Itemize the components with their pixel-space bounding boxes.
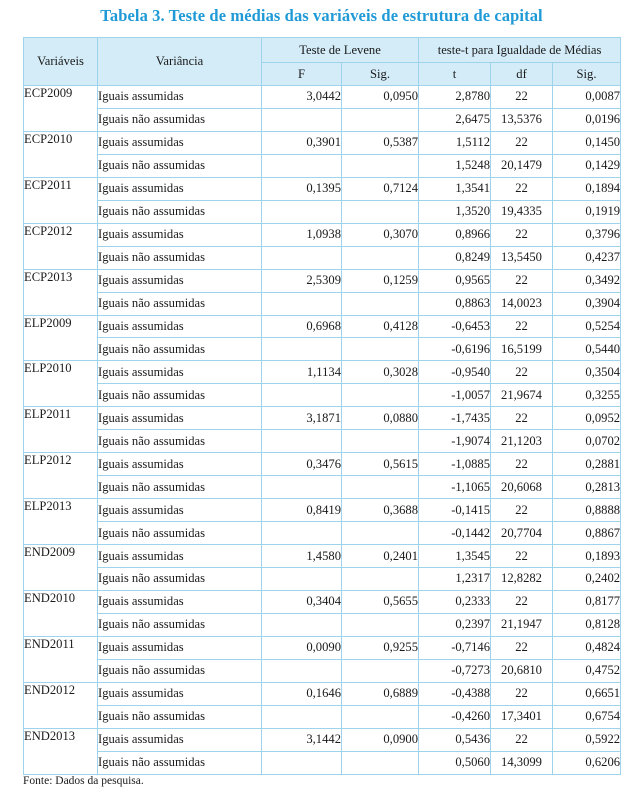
levene-sig: [342, 200, 419, 223]
t-value: 2,8780: [419, 86, 491, 109]
variable-name: END2011: [24, 636, 98, 682]
levene-sig: 0,7124: [342, 177, 419, 200]
levene-f: 3,0442: [262, 86, 342, 109]
t-sig: 0,5254: [553, 315, 621, 338]
variance-label: Iguais assumidas: [98, 315, 262, 338]
variance-label: Iguais assumidas: [98, 682, 262, 705]
levene-f: [262, 292, 342, 315]
t-value: 1,3541: [419, 177, 491, 200]
table-row: [24, 751, 621, 774]
levene-sig: [342, 522, 419, 545]
t-value: -0,9540: [419, 361, 491, 384]
levene-sig: 0,0900: [342, 728, 419, 751]
levene-f: 0,8419: [262, 499, 342, 522]
levene-sig: 0,1259: [342, 269, 419, 292]
header-sig-ttest: Sig.: [553, 63, 621, 86]
table-row: [24, 246, 621, 269]
levene-sig: [342, 246, 419, 269]
t-sig: 0,8177: [553, 590, 621, 613]
levene-f: 1,1134: [262, 361, 342, 384]
variance-label: Iguais não assumidas: [98, 430, 262, 453]
table-row: [24, 430, 621, 453]
t-sig: 0,1450: [553, 131, 621, 154]
df-value: 21,1947: [491, 613, 553, 636]
table-row: [24, 545, 621, 568]
t-sig: 0,6206: [553, 751, 621, 774]
table-header: [24, 38, 621, 86]
levene-sig: [342, 430, 419, 453]
variance-label: Iguais não assumidas: [98, 613, 262, 636]
df-value: 22: [491, 682, 553, 705]
levene-f: [262, 430, 342, 453]
variable-name: END2012: [24, 682, 98, 728]
variance-label: Iguais assumidas: [98, 177, 262, 200]
table-row: [24, 200, 621, 223]
t-sig: 0,4752: [553, 659, 621, 682]
levene-sig: 0,0880: [342, 407, 419, 430]
table-title: Tabela 3. Teste de médias das variáveis de estrutura de capital: [100, 6, 543, 25]
variable-name: ELP2013: [24, 499, 98, 545]
variance-label: Iguais não assumidas: [98, 659, 262, 682]
df-value: 14,0023: [491, 292, 553, 315]
variance-label: Iguais não assumidas: [98, 522, 262, 545]
table-row: [24, 453, 621, 476]
df-value: 22: [491, 590, 553, 613]
variance-label: Iguais assumidas: [98, 361, 262, 384]
variable-name: ELP2011: [24, 407, 98, 453]
t-value: -1,0057: [419, 384, 491, 407]
levene-sig: [342, 705, 419, 728]
df-value: 22: [491, 315, 553, 338]
levene-f: [262, 705, 342, 728]
t-value: -1,0885: [419, 453, 491, 476]
variance-label: Iguais não assumidas: [98, 292, 262, 315]
levene-sig: 0,0950: [342, 86, 419, 109]
t-value: -1,7435: [419, 407, 491, 430]
header-t: t: [419, 63, 491, 86]
df-value: 21,9674: [491, 384, 553, 407]
t-value: 0,2397: [419, 613, 491, 636]
t-sig: 0,5922: [553, 728, 621, 751]
table-row: [24, 384, 621, 407]
results-table: [23, 37, 621, 775]
table-row: [24, 131, 621, 154]
table-row: [24, 499, 621, 522]
t-sig: 0,1893: [553, 545, 621, 568]
df-value: 22: [491, 636, 553, 659]
t-sig: 0,0702: [553, 430, 621, 453]
variance-label: Iguais assumidas: [98, 636, 262, 659]
variance-label: Iguais não assumidas: [98, 154, 262, 177]
df-value: 22: [491, 269, 553, 292]
df-value: 16,5199: [491, 338, 553, 361]
df-value: 12,8282: [491, 568, 553, 591]
levene-f: [262, 568, 342, 591]
variance-label: Iguais não assumidas: [98, 476, 262, 499]
table-row: [24, 568, 621, 591]
levene-f: 2,5309: [262, 269, 342, 292]
t-sig: 0,3504: [553, 361, 621, 384]
t-value: 0,9565: [419, 269, 491, 292]
levene-sig: 0,9255: [342, 636, 419, 659]
levene-f: [262, 108, 342, 131]
t-value: -0,4260: [419, 705, 491, 728]
df-value: 22: [491, 728, 553, 751]
levene-f: 0,1646: [262, 682, 342, 705]
variance-label: Iguais assumidas: [98, 545, 262, 568]
header-variancia: Variância: [98, 38, 262, 86]
t-value: 0,5060: [419, 751, 491, 774]
variance-label: Iguais assumidas: [98, 407, 262, 430]
table-row: [24, 315, 621, 338]
header-ttest: teste-t para Igualdade de Médias: [419, 38, 621, 63]
levene-f: [262, 338, 342, 361]
levene-f: [262, 200, 342, 223]
levene-sig: 0,5387: [342, 131, 419, 154]
t-sig: 0,1429: [553, 154, 621, 177]
table-row: [24, 361, 621, 384]
df-value: 13,5450: [491, 246, 553, 269]
levene-sig: 0,5655: [342, 590, 419, 613]
df-value: 22: [491, 361, 553, 384]
table-body: [24, 86, 621, 775]
variable-name: ELP2010: [24, 361, 98, 407]
df-value: 22: [491, 453, 553, 476]
t-sig: 0,1894: [553, 177, 621, 200]
df-value: 13,5376: [491, 108, 553, 131]
t-sig: 0,3796: [553, 223, 621, 246]
df-value: 22: [491, 407, 553, 430]
df-value: 22: [491, 223, 553, 246]
table-row: [24, 292, 621, 315]
t-sig: 0,3492: [553, 269, 621, 292]
variance-label: Iguais não assumidas: [98, 246, 262, 269]
t-sig: 0,3904: [553, 292, 621, 315]
levene-f: 1,4580: [262, 545, 342, 568]
variance-label: Iguais não assumidas: [98, 751, 262, 774]
t-sig: 0,8867: [553, 522, 621, 545]
levene-f: [262, 522, 342, 545]
t-sig: 0,8128: [553, 613, 621, 636]
table-row: [24, 86, 621, 109]
t-sig: 0,8888: [553, 499, 621, 522]
df-value: 19,4335: [491, 200, 553, 223]
header-variaveis: Variáveis: [24, 38, 98, 86]
levene-f: [262, 613, 342, 636]
levene-f: 0,6968: [262, 315, 342, 338]
levene-f: 0,0090: [262, 636, 342, 659]
t-sig: 0,3255: [553, 384, 621, 407]
levene-f: [262, 476, 342, 499]
t-sig: 0,2813: [553, 476, 621, 499]
levene-sig: [342, 613, 419, 636]
t-value: -0,6196: [419, 338, 491, 361]
t-value: 0,8249: [419, 246, 491, 269]
variable-name: ECP2012: [24, 223, 98, 269]
df-value: 21,1203: [491, 430, 553, 453]
table-row: [24, 636, 621, 659]
table-row: [24, 223, 621, 246]
t-value: -1,1065: [419, 476, 491, 499]
levene-sig: [342, 108, 419, 131]
variance-label: Iguais assumidas: [98, 86, 262, 109]
levene-sig: [342, 384, 419, 407]
variance-label: Iguais assumidas: [98, 223, 262, 246]
table-row: [24, 659, 621, 682]
variable-name: END2013: [24, 728, 98, 774]
df-value: 22: [491, 86, 553, 109]
header-levene: Teste de Levene: [262, 38, 419, 63]
table-row: [24, 613, 621, 636]
t-value: 0,2333: [419, 590, 491, 613]
variance-label: Iguais assumidas: [98, 131, 262, 154]
df-value: 22: [491, 131, 553, 154]
variance-label: Iguais assumidas: [98, 269, 262, 292]
variance-label: Iguais não assumidas: [98, 200, 262, 223]
levene-sig: 0,3688: [342, 499, 419, 522]
variable-name: ECP2011: [24, 177, 98, 223]
t-sig: 0,4237: [553, 246, 621, 269]
table-row: [24, 407, 621, 430]
variable-name: END2009: [24, 545, 98, 591]
t-sig: 0,6754: [553, 705, 621, 728]
levene-sig: [342, 476, 419, 499]
df-value: 22: [491, 177, 553, 200]
t-value: 1,5248: [419, 154, 491, 177]
t-value: -0,1415: [419, 499, 491, 522]
header-f: F: [262, 63, 342, 86]
t-value: 1,5112: [419, 131, 491, 154]
df-value: 22: [491, 545, 553, 568]
levene-sig: 0,5615: [342, 453, 419, 476]
levene-sig: 0,2401: [342, 545, 419, 568]
levene-f: 0,1395: [262, 177, 342, 200]
t-sig: 0,0087: [553, 86, 621, 109]
levene-sig: 0,3070: [342, 223, 419, 246]
levene-sig: 0,3028: [342, 361, 419, 384]
levene-f: [262, 154, 342, 177]
levene-sig: 0,4128: [342, 315, 419, 338]
table-row: [24, 476, 621, 499]
table-row: [24, 522, 621, 545]
variance-label: Iguais não assumidas: [98, 384, 262, 407]
variable-name: ECP2009: [24, 86, 98, 132]
table-row: [24, 728, 621, 751]
t-value: 0,8966: [419, 223, 491, 246]
t-sig: 0,0952: [553, 407, 621, 430]
df-value: 20,1479: [491, 154, 553, 177]
levene-sig: [342, 338, 419, 361]
t-value: -0,4388: [419, 682, 491, 705]
header-df: df: [491, 63, 553, 86]
table-row: [24, 269, 621, 292]
levene-sig: 0,6889: [342, 682, 419, 705]
variance-label: Iguais não assumidas: [98, 568, 262, 591]
variance-label: Iguais não assumidas: [98, 338, 262, 361]
source-note: Fonte: Dados da pesquisa.: [23, 775, 144, 787]
t-value: -0,1442: [419, 522, 491, 545]
variance-label: Iguais não assumidas: [98, 108, 262, 131]
t-sig: 0,0196: [553, 108, 621, 131]
header-sig-levene: Sig.: [342, 63, 419, 86]
levene-sig: [342, 659, 419, 682]
t-value: 1,2317: [419, 568, 491, 591]
table-row: [24, 177, 621, 200]
levene-sig: [342, 568, 419, 591]
variance-label: Iguais assumidas: [98, 499, 262, 522]
df-value: 17,3401: [491, 705, 553, 728]
t-sig: 0,2402: [553, 568, 621, 591]
levene-f: 0,3476: [262, 453, 342, 476]
table-row: [24, 108, 621, 131]
t-value: 2,6475: [419, 108, 491, 131]
t-sig: 0,6651: [553, 682, 621, 705]
table-row: [24, 682, 621, 705]
variable-name: END2010: [24, 590, 98, 636]
t-value: 1,3545: [419, 545, 491, 568]
variance-label: Iguais assumidas: [98, 590, 262, 613]
t-value: 1,3520: [419, 200, 491, 223]
df-value: 20,7704: [491, 522, 553, 545]
t-value: -0,7273: [419, 659, 491, 682]
table-row: [24, 338, 621, 361]
table-row: [24, 590, 621, 613]
variance-label: Iguais não assumidas: [98, 705, 262, 728]
t-value: 0,8863: [419, 292, 491, 315]
levene-sig: [342, 292, 419, 315]
t-sig: 0,4824: [553, 636, 621, 659]
variable-name: ELP2009: [24, 315, 98, 361]
df-value: 20,6810: [491, 659, 553, 682]
t-value: -0,6453: [419, 315, 491, 338]
levene-f: [262, 384, 342, 407]
df-value: 22: [491, 499, 553, 522]
variable-name: ECP2010: [24, 131, 98, 177]
t-value: -0,7146: [419, 636, 491, 659]
variable-name: ECP2013: [24, 269, 98, 315]
t-sig: 0,5440: [553, 338, 621, 361]
t-sig: 0,2881: [553, 453, 621, 476]
levene-f: 0,3404: [262, 590, 342, 613]
table-row: [24, 154, 621, 177]
levene-f: [262, 246, 342, 269]
variance-label: Iguais assumidas: [98, 728, 262, 751]
df-value: 14,3099: [491, 751, 553, 774]
t-sig: 0,1919: [553, 200, 621, 223]
levene-f: [262, 659, 342, 682]
levene-sig: [342, 154, 419, 177]
t-value: 0,5436: [419, 728, 491, 751]
levene-f: 3,1871: [262, 407, 342, 430]
variance-label: Iguais assumidas: [98, 453, 262, 476]
df-value: 20,6068: [491, 476, 553, 499]
table-row: [24, 705, 621, 728]
levene-f: [262, 751, 342, 774]
variable-name: ELP2012: [24, 453, 98, 499]
t-value: -1,9074: [419, 430, 491, 453]
levene-f: 1,0938: [262, 223, 342, 246]
levene-f: 0,3901: [262, 131, 342, 154]
levene-sig: [342, 751, 419, 774]
levene-f: 3,1442: [262, 728, 342, 751]
